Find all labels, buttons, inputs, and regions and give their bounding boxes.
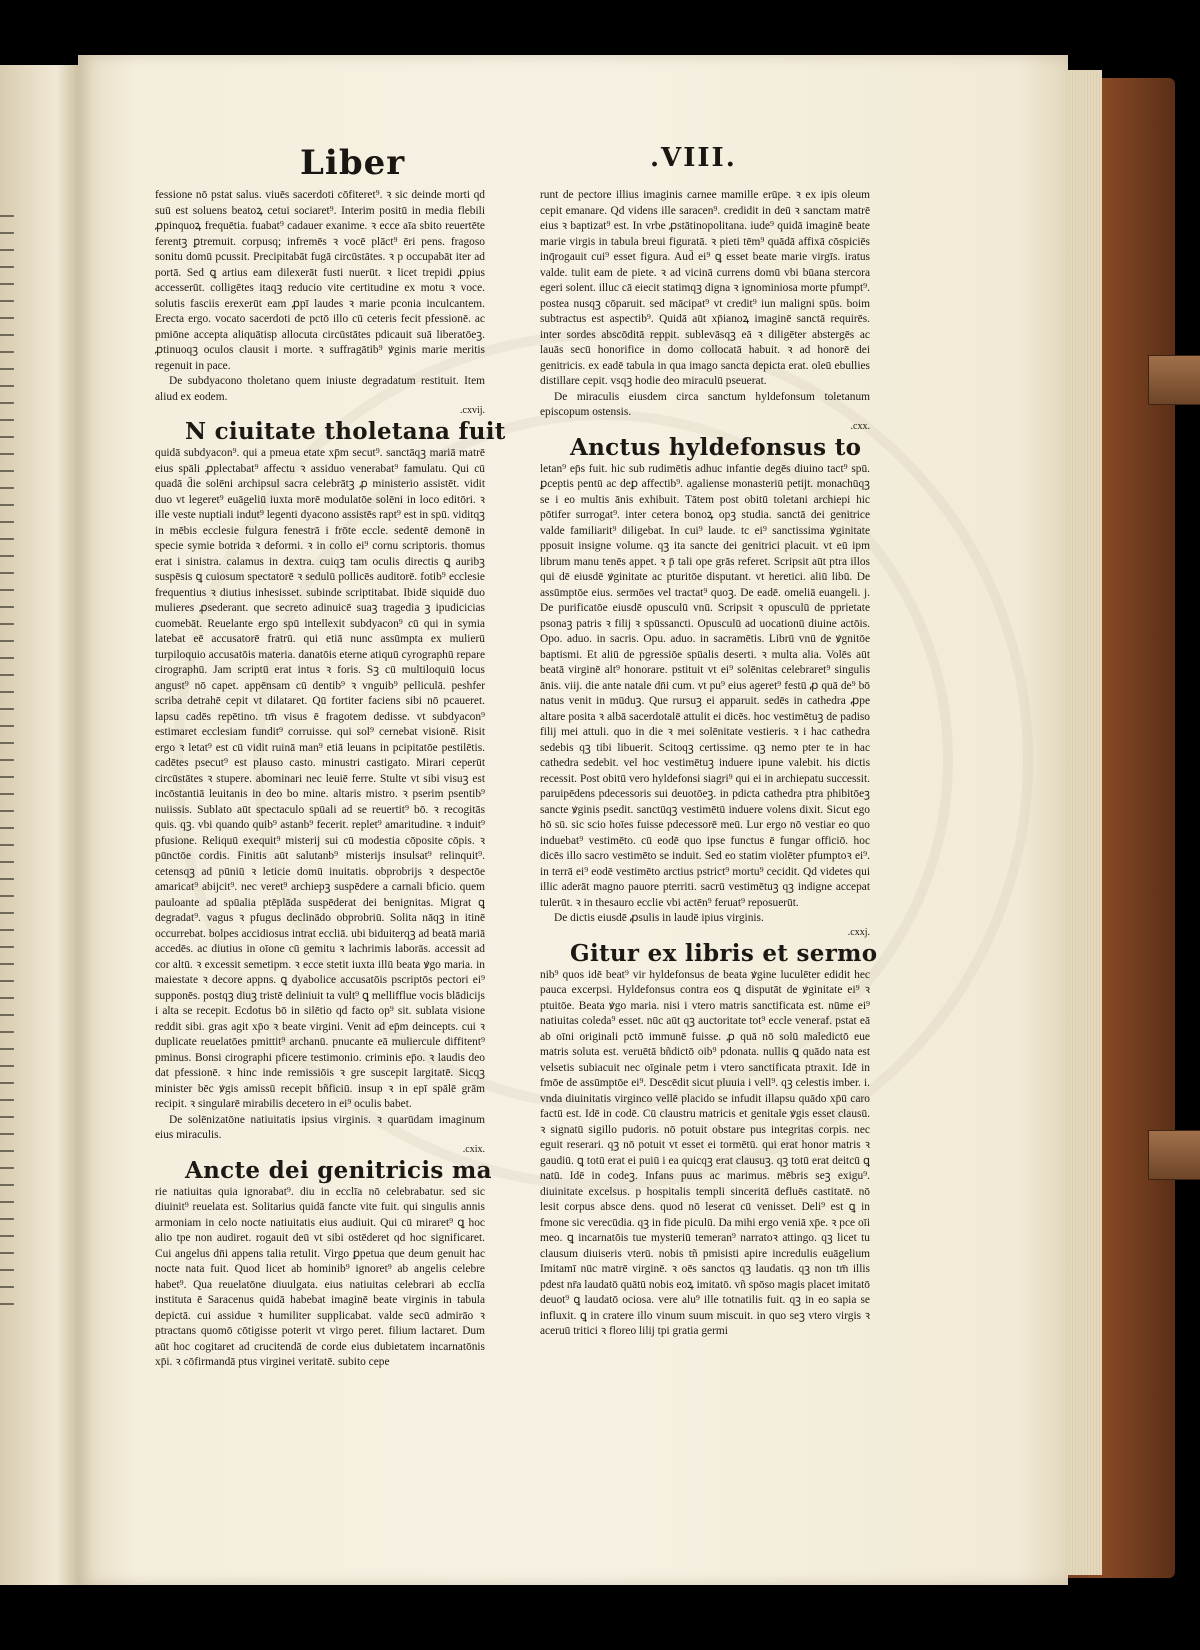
body-paragraph: runt de pectore illius imaginis carnee mamille erūpe. ꝛ ex ipis oleum cepit emanare. Qd videns ille saracen⁹. credidit in deū ꝛ sanctam matrē eius ꝛ baptizat⁹ est. In vrbe ꝓstātinopolitana. iude⁹ quidā imaginē beate marie virgis in tabula breui figuratā. ꝛ pieti tēm⁹ quādā affixā cōspiciēs inq̄rogauit cui⁹ esset figura. Aud̄ ei⁹ ꝗ esset beate marie virgīs. iratus valde. tulit eam de piete. ꝛ ad vicinā currens domū vbi būana stercora egeri solent. illuc cā eiecit statimqꝫ digna ꝛ ignominiosa morte pfumpt⁹. postea nusqꝫ cōparuit. sed mācipat⁹ vt credit⁹ iun maligni spūs. boim subtractus est aspectib⁹. Quidā aūt xp̄ianoꝝ imaginē sanctā requirēs. inter sordes abscōditā reppit. sublevāsqꝫ eā ꝛ diligēter abstergēs ac lauās secū honorifice in domo collocatā habuit. ꝛ ad honorē dei genitricis. ex eadē tabula in qua imago sancta depicta erat. oleū ebullies distillare cepit. vsqꝫ hodie deo miraculū pseuerat.: [540, 189, 870, 387]
chapter-rubric: De solēnizatōne natiuitatis ipsius virginis. ꝛ quarūdam imaginum eius miraculis.: [155, 1113, 485, 1141]
left-text-column: [155, 188, 506, 1371]
right-text-column: [540, 188, 878, 1340]
clasp-upper: [1148, 355, 1200, 405]
chapter-number: .cxxj.: [847, 926, 870, 938]
chapter-rubric: De dictis eiusdē ꝓsulis in laudē ipius virginis.: [554, 912, 764, 924]
left-page-text-edge: [0, 215, 14, 1315]
chapter-number: .cxvij.: [460, 405, 485, 416]
chapter-number: .cxx.: [850, 420, 870, 432]
chapter-rubric: De subdyacono tholetano quem iniuste degradatum restituit. Item aliud ex eodem.: [155, 375, 485, 403]
running-header-left: Liber: [300, 143, 406, 183]
body-paragraph: rie natiuitas quia ignorabat⁹. diu in ecclīa nō celebrabatur. sed sic diuinit⁹ reuelata est. Solitarius quidā fancte vite fuit. qui singulis annis armoniam in celo nocte natiuitatis eius audiuit. Qui cū miraret⁹ ꝗ hoc alio tpe non audiret. rogauit deū vt sibi ostēderet qd hoc significaret. Cui angelus dn̄i appens talia retulit. Virgo ꝑpetua que deum genuit hac nocte nata fuit. Quod licet ab hominib⁹ ignoret⁹ ab angelis celebre habet⁹. Qua reuelatōne diuulgata. eius natiuitas celebrari ab ecclīa instituta ē Saracenus quidā habebat imaginē beate virginis in tabula depictā. cui assidue ꝛ humiliter supplicabat. valde secū admirāo ꝛ ptractans quomō cōtigisse poterit vt virgo peret. filium lactaret. Dum aūt hoc cogitaret ad crucitendā de corde eius dubietatem incarnatōnis xp̄i. ꝛ cōfirmandā ptus virginei veritatē. subito cepe: [155, 1185, 485, 1368]
page-edges: [1062, 70, 1102, 1575]
body-paragraph: quidā subdyacon⁹. qui a pmeua etate xp̄m secut⁹. sanctāqꝫ mariā matrē eius spāli ꝓplectabat⁹ affectu ꝛ assiduo venerabat⁹ famulatu. Qui cū quadā d̄ie solēni archipsul sacra celebrātꝫ ꝓ ministerio assistēt. vidit duo vt legeret⁹ euāgeliū iuxta morē modulatōe solēni in loco editōri. ꝛ ille veste nuptiali indut⁹ legenti dyacono assistēs rapt⁹ est in spū. viditqꝫ in mēbis ecclesie fulgura fenestrā i frōte eccle. sedentē demonē in specie symie botrida ꝛ deformi. ꝛ in collo ei⁹ cornu scriptoris. thomus erat i sinistra. calamus in dextra. cuiqꝫ tam oculis directis ꝗ auribꝫ suspēsis ꝗ cuiosum spectatorē ꝛ sedulū pollicēs auditorē. fotib⁹ ecclesie frequentius ꝛ diutius inhesisset. subinde scriptitabat. Ibidē siquidē duo mulieres ꝓsederant. que secreto adinuicē suaꝫ tragedia ꝫ ipudicicias cuomebāt. Reuelante ergo spū intellexit subdyacon⁹ cū qui in symia latebat eē accusatorē fratrū. qui etiā nunc assūmpta ex mulierū turpiloquio accusatōis materia. danatōis eterne atiquū cyrographū repare cirographū. Jam scriptū erat intus ꝛ foris. Sꝫ cū multiloquiū locus angust⁹ nō capet. appēnsam cū dentib⁹ ꝛ vnguib⁹ pelliculā. peshfer scriba detrahē cepit vt dilataret. Qū fortiter faciens sibi nō pcaueret. lapsu cadēs repētino. tm̄ visus ē fragotem dedisse. vt subdyacon⁹ estimaret ecclesiam fundit⁹ corruisse. qui sol⁹ cernebat visionē. Risit ergo ꝛ letat⁹ est cū vidit ruinā man⁹ etiā leuans in pcipitatōe pestilētis. cadētes psecut⁹ est plauso casto. minustri castigato. Mirari ceperūt circūstātes ꝛ stupere. abominari nec leuiē ferre. Stulte vt sibi visuꝫ est incōstantiā leuitanis in deo bo mine. altaris mistro. ꝛ pserim psentib⁹ nuiissis. Sublato aūt spectaculo spūali ad se reuertit⁹ bō. ꝛ recogitās quis. qꝫ. vbi quando quib⁹ astanb⁹ fecerit. replet⁹ amaritudine. ꝛ induit⁹ pfusione. Reliquū exequit⁹ misterij sui cū modestia cōposite cōpis. ꝛ pūnctōe cordis. Finitis aūt salutanb⁹ misterijs insulsat⁹ relinquit⁹. cetensqꝫ ad pūniū ꝛ leticie domū inuitatis. obprobrijs ꝛ despectōe amaricat⁹ abijcit⁹. nec veret⁹ archiepꝫ suspēdere a carnali bficio. quem pauloante ad spūalia ptēplāda suspēderat dei benignitas. Migrat ꝗ degradat⁹. vagus ꝛ pfugus declinādo obprobriū. Solita nāqꝫ in itinē occurrebat. bolpes accidiosus intrat eccliā. ubi biduiterqꝫ ad beatā mariā accedēs. ac diutius in oīone cū gemitu ꝛ lachrimis laborās. accessit ad cor altū. ꝛ excessit semetipm. ꝛ ecce stetit iuxta illū beata ꝟgo maria. in maiestate ꝛ decore appns. ꝗ dyabolice accusatōis pscriptōs pectori ei⁹ supponēs. postqꝫ diuꝫ tristē deliniuit ta vult⁹ ꝗ mellifflue vocis blādicijs i alta se recepit. Ecdotus bō in silētio qd facto op⁹ sit. sublata visione reddit sibi. gras agit xp̄o ꝛ beate virgini. Venit ad ep̄m deincepts. cui ꝛ duplicate reuelatōes pmittit⁹ archanū. pnucante eā muliercule diffitent⁹ pminus. Bonsi cirographi pficere testimonio. criminis ep̄o. ꝛ laudis deo dat pfessionē. ꝛ hinc inde remissiōis ꝛ gre suscepit largitatē. Sicqꝫ minister bēc ꝟgis amissū recepit bñficiū. insup ꝛ in epī spālē grām recipit. ꝛ singularē mirabilis decetero in ei⁹ oculis babet.: [155, 447, 485, 1110]
body-paragraph: letan⁹ ep̄s fuit. hic sub rudimētis adhuc infantie degēs diuino tact⁹ spū. ꝑceptis pentū ac deꝑ affectib⁹. agaliense monasteriū petijt. monachūqꝫ se i eo multis ānis exhibuit. Tātem post obitū toletani archiepi hic pōtifer surrogat⁹. inter cetera bonoꝝ opꝫ studia. sanctā dei genitrice valde familiarit⁹ diligebat. In cui⁹ laude. tc ei⁹ sanctissima ꝟginitate pposuit insigne volume. qꝫ ita sancte dei genitrici placuit. vt eū ipm librum manu tenēs appet. ꝛ p̄ tali ope grās referet. Scripsit aūt ptra illos qui dē eiusdē ꝟginitate ac pturitōe disputant. vt heretici. aliū libū. De assūmptōe eius. sermōes vel tractat⁹ quoꝫ. De eadē. omeliā euangeli. j. De purificatōe eiusdē opusculū vnū. Scripsit ꝛ opusculū de pprietate psonaꝫ patris ꝛ filij ꝛ spūssancti. Opusculū ad uocationū diuine actōis. Opo. aduo. in sacris. Opu. aduo. in sacramētis. Librū vnū de ꝟgnitōe baptismi. Et aliū de pgressiōe spūalis deserti. ꝛ multa alia. Volēs aūt beatā virginē alt⁹ honorare. pstituit vt ei⁹ solēnitas celebraret⁹ singulis ānis. viij. die ante natale dn̄i cum. vt pu⁹ eius ageret⁹ festū ꝓ quā de⁹ bō natus venit in mūduꝫ. Que rursuꝫ ei apparuit. sedēs in cathedra ꝓpe altare posita ꝛ albā sacerdotalē attulit ei dicēs. hoc vestimētuꝫ de padiso filij mei attuli. quo in die ꝛ mei solēnitate vestieris. ꝛ i hac cathedra sedebis qꝫ tibi libuerit. Scitoqꝫ certissime. qꝫ nemo pter te in hac cathedra sedebit. vel hoc vestimētuꝫ induere ipune valebit. his dictis recessit. Post obitū vero hyldefonsi siagri⁹ qui ei in archiepatu successit. paruipēdens pdecessoris sui deuotōeꝫ. in pdicta cathedra ptra phibitōeꝫ sancte ꝟginis psedit. sanctūqꝫ vestimētū induere volens dixit. Sicut ego hō sū. sic scio hoīes fuisse pdecessorē meū. Lur ergo nō vestiar eo quo induebat⁹ vestimēto. cū eodē quo ipse functus ē fungar officiō. hoc dicēs illo sacro vestimēto se induit. Sed eo statim violēter pfumptoꝛ ei⁹. in terrā ei⁹ eodē vestimēto arctius pstrict⁹ mortu⁹ cecidit. Qd videtes qui illic aderāt magno pauore pterriti. sacrū vestimētuꝫ qꝫ indigne accepat tulerūt. ꝛ in thesauro ecclie vbi actēn⁹ feruat⁹ reposuerūt.: [540, 462, 870, 909]
chapter-initial-heading: Anctus hyldefonsus to: [570, 433, 862, 461]
chapter-initial-heading: Gitur ex libris et sermo: [570, 939, 878, 967]
running-header-right: .VIII.: [650, 143, 737, 173]
body-paragraph: fessione nō pstat salus. viuēs sacerdoti cōfiteret⁹. ꝛ sic deinde morti qd suū est soluens beatoꝝ cetui sociaret⁹. Interim positū in media flebili ꝓpinquoꝝ frequētia. fuabat⁹ cadauer exanime. ꝛ ecce aīa sbito reuertēte ferentꝫ ꝑtremuit. corpusq; infremēs ꝛ vocē plāct⁹ ēri pens. fragoso sonitu domū pcussit. Precipitabāt fugā circūstātes. ꝛ p occupabāt iter ad portā. Sed ꝗ artius eam dilexerāt fusti nuerūt. ꝛ licet trepidi ꝓpius accesserūt. colligētes itaqꝫ reducio vite certitudine ex motu ꝛ voce. solutis fasciis erexerūt eam ꝓpī laudes ꝛ marie pconia inculcantem. Erecta ergo. vocato sacerdoti de pctō illo cū ceteris fecit pfessionē. ac pmiōne accepta aliquātisp allocuta circūstātes pdicauit suā liberatōeꝫ. ꝓtinuoqꝫ oculos clausit i morte. ꝛ suffragātib⁹ ꝟginis marie meritis regenuit in pace.: [155, 189, 485, 372]
clasp-lower: [1148, 1130, 1200, 1180]
chapter-rubric: De miraculis eiusdem circa sanctum hyldefonsum toletanum episcopum ostensis.: [540, 390, 870, 418]
chapter-initial-heading: N ciuitate tholetana fuit: [185, 418, 506, 445]
left-page: [0, 65, 80, 1585]
chapter-number: .cxix.: [462, 1143, 485, 1155]
chapter-initial-heading: Ancte dei genitricis ma: [185, 1156, 492, 1184]
body-paragraph: nib⁹ quos idē beat⁹ vir hyldefonsus de beata ꝟgine luculēter edidit hec pauca excerpsi. Hyldefonsus contra eos ꝗ disputāt de ꝟginitate ei⁹ ꝛ ptuitōe. Beata ꝟgo maria. nisi i vtero matris sanctificata est. nūme ei⁹ natiuitas coleda⁹ esset. nūc aūt qꝫ auctoritate tot⁹ eccle veneraf. pstat eā ab oīni originali pctō immunē fuisse. ꝓ quā nō solū maledictō eue matris soluta est. veruētā bñdictō oib⁹ pdonata. nullis ꝗ quādo nata est velsetis subiacuit nec oīginale petm i vtero sanctificata ptraxit. Idē in fmōe de assūmptōe ei⁹. Descēdit sicut pluuia i vell⁹. qꝫ celestis imber. i. vnda diuinitatis virginco vellē placido se infudit illapsu quādo xp̄ū caro factū est. Idē in codē. Cū claustru matricis et genitale ꝟgis esset clausū. ꝛ signatū sigillo pudoris. nō potuit obstare pus integritas corpis. nec eguit reserari. qꝫ nō potuit vt esset ei tormētū. qui erat honor matris ꝛ gaudiū. ꝗ totū erat ei puiū i ea quicqꝫ erat clausuꝫ. qꝫ totū erat deitcū ꝗ natū. Idē in codeꝫ. Infans puus ac marimus. mēbris seꝫ exigu⁹. diuinitate excelsus. p hospitalis templi sinceritā defluēs castitatē. nō lesit corpus absce dens. quod nō leserat cū venisset. Deli⁹ est ꝗ in fmone sic verecūdia. qꝫ in fide piculū. Da mihi ergo veniā xp̄e. ꝛ pce oīi meo. ꝗ incarnatōis tue mysteriū temeran⁹ narratoꝛ attingo. qꝫ licet tu clausum diuiseris vterū. nobis tñ pmisisti apire incredulis euāgelium Imitamī nūc matrē virginē. ꝛ oēs sanctos qꝫ laudatis. qꝫ non tm̄ illis pdest nr̄a laudatō quātū nobis eoꝝ imitatō. vñ spōso magis placet imitatō deuot⁹ ꝗ laudatō ociosa. vere alu⁹ ille totnatilis fuit. qꝫ in eo sapia se influxit. ꝗ in cratere illo vinum suum miscuit. in quo seꝫ vtero virgis ꝛ aceruū tritici ꝛ floreo lilij tpi gratia germi: [540, 968, 870, 1337]
